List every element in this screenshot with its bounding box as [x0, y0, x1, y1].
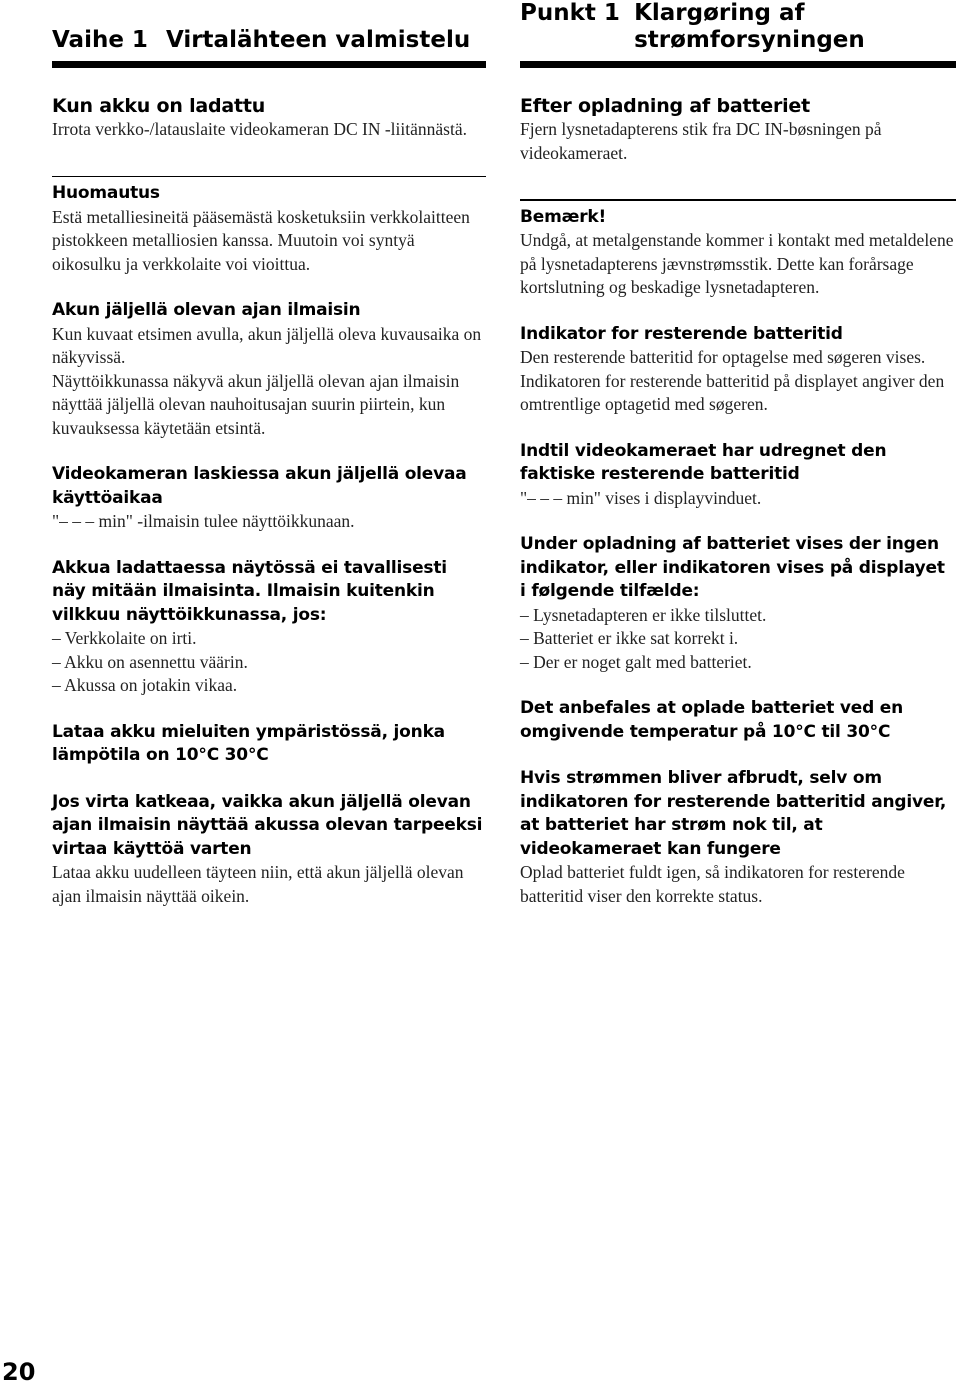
right-note-text: Undgå, at metalgenstande kommer i kontakt med metaldelene på lysnetadapterens jævnstrømsstik. Dette kan forårsage kortslutning og beskadige lysnetadapteren. [520, 230, 954, 297]
left-section-indicator [52, 299, 486, 440]
left-s3-text2: Näyttöikkunassa näkyvä akun jäljellä olevan ajan ilmaisin näyttää jäljellä olevan nauhoitusajan suurin piirtein, kun kuvauksessa käytetään etsintä. [52, 370, 460, 438]
list-item: – Verkkolaite on irti. [52, 628, 197, 648]
left-s4-text: "– – – min" -ilmaisin tulee näyttöikkunaan. [52, 511, 355, 531]
right-title-bar [520, 61, 956, 68]
right-section-charged [520, 94, 956, 165]
right-s4-text: "– – – min" vises i displayvinduet. [520, 487, 762, 508]
right-s4-heading: Indtil videokameraet har udregnet den faktiske resterende batteritid [520, 440, 887, 484]
left-s7-text: Lataa akku uudelleen täyteen niin, että akun jäljellä olevan ajan ilmaisin näyttää oikein. [52, 862, 464, 906]
left-note [52, 182, 486, 276]
left-section-charging [52, 557, 486, 698]
left-s1-heading: Kun akku on ladattu [52, 95, 266, 117]
right-section-power-cut [520, 767, 956, 908]
left-note-rule [52, 176, 486, 178]
left-section-temperature [52, 721, 486, 768]
right-section-charging [520, 533, 956, 674]
left-s6-heading: Lataa akku mieluiten ympäristössä, jonka lämpötila on 10°C 30°C [52, 721, 445, 765]
right-s3-text1: Den resterende batteritid for optagelse med søgeren vises. [520, 347, 926, 367]
left-note-text: Estä metalliesineitä pääsemästä kosketuksiin verkkolaitteen pistokkeen metalliosien kanssa. Muutoin voi syntyä oikosulku ja verkkolaite voi vioittua. [52, 206, 470, 274]
list-item: – Lysnetadapteren er ikke tilsluttet. [520, 604, 767, 625]
right-note-heading: Bemærk! [520, 206, 607, 227]
list-item: – Der er noget galt med batteriet. [520, 651, 752, 672]
right-s5-heading: Under opladning af batteriet vises der ingen indikator, eller indikatoren vises på displayet i følgende tilfælde: [520, 534, 945, 601]
left-s3-heading: Akun jäljellä olevan ajan ilmaisin [52, 300, 361, 320]
right-step-name: Klargøring af strømforsyningen [634, 0, 865, 53]
right-section-calculating [520, 440, 956, 511]
left-section-power-cut [52, 791, 486, 909]
list-item: – Akussa on jotakin vikaa. [52, 675, 238, 695]
right-step-label: Punkt 1 [520, 0, 620, 26]
right-s1-text: Fjern lysnetadapterens stik fra DC IN-bøsningen på videokameraet. [520, 119, 882, 163]
left-title-bar [52, 61, 486, 68]
right-step-title [520, 0, 956, 54]
left-note-heading: Huomautus [52, 183, 160, 203]
left-step-title [52, 0, 486, 54]
right-note-rule [520, 199, 956, 201]
left-s1-text: Irrota verkko-/latauslaite videokameran DC IN -liitännästä. [52, 119, 467, 139]
list-item: – Batteriet er ikke sat korrekt i. [520, 628, 739, 648]
right-note [520, 206, 956, 300]
right-section-temperature [520, 697, 956, 744]
left-step-name: Virtalähteen valmistelu [165, 27, 471, 53]
left-section-charged [52, 94, 486, 142]
right-s7-heading: Hvis strømmen bliver afbrudt, selv om indikatoren for resterende batteritid angiver, at batteriet har strøm nok til, at videokameraet kan fungere [520, 768, 947, 859]
left-s7-heading: Jos virta katkeaa, vaikka akun jäljellä olevan ajan ilmaisin näyttää akussa olevan tarpeeksi virtaa käyttöä varten [52, 791, 483, 859]
right-s6-heading: Det anbefales at oplade batteriet ved en omgivende temperatur på 10°C til 30°C [520, 698, 904, 742]
right-section-indicator [520, 323, 956, 417]
right-column [520, 0, 956, 908]
right-s3-heading: Indikator for resterende batteritid [520, 323, 843, 344]
list-item: – Akku on asennettu väärin. [52, 651, 248, 672]
left-step-label: Vaihe 1 [52, 27, 148, 53]
right-s3-text2: Indikatoren for resterende batteritid på displayet angiver den omtrentlige optagetid med søgeren. [520, 370, 945, 414]
left-s5-heading: Akkua ladattaessa näytössä ei tavallisesti näy mitään ilmaisinta. Ilmaisin kuitenkin vilkkuu näyttöikkunassa, jos: [52, 557, 447, 625]
right-s1-heading: Efter opladning af batteriet [520, 95, 810, 117]
page-number: 20 [2, 1358, 36, 1386]
left-column [52, 0, 486, 908]
left-s4-heading: Videokameran laskiessa akun jäljellä olevaa käyttöaikaa [52, 464, 467, 508]
left-section-calculating [52, 463, 486, 534]
right-s7-text: Oplad batteriet fuldt igen, så indikatoren for resterende batteritid viser den korrekte status. [520, 862, 905, 906]
left-s3-text1: Kun kuvaat etsimen avulla, akun jäljellä oleva kuvausaika on näkyvissä. [52, 323, 482, 367]
